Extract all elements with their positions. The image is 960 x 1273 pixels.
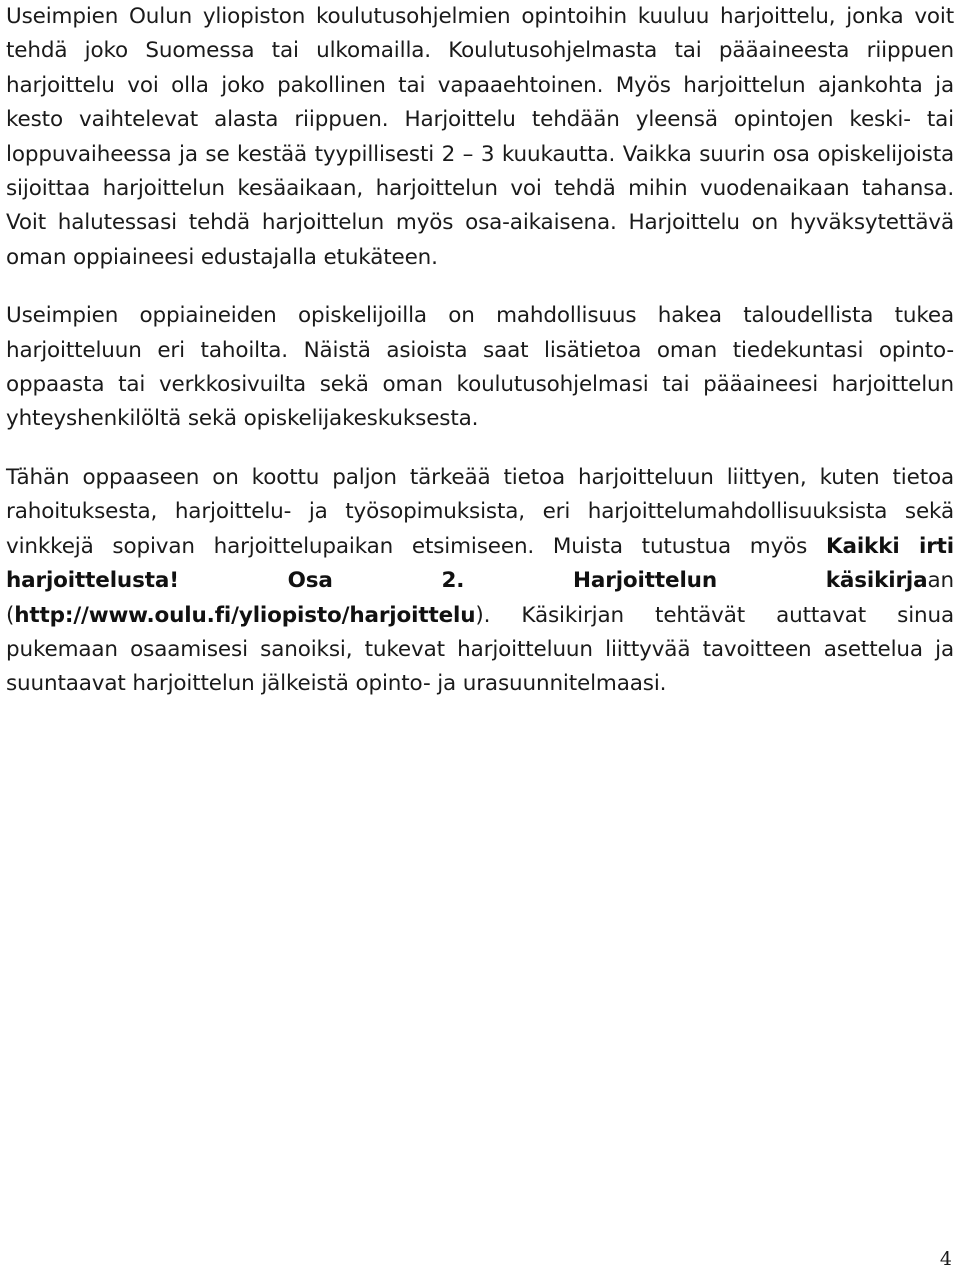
- guide-intro-text: Tähän oppaaseen on koottu paljon tärkeää tietoa harjoitteluun liittyen, kuten tietoa rahoituksesta, harjoittelu- ja työsopimuksista, eri harjoittelumahdollisuuksista sekä vinkkejä sopivan harjoittelupaikan etsimiseen. Muista tutustua myös: [6, 464, 954, 559]
- handbook-url: http://www.oulu.fi/yliopisto/harjoittelu: [14, 602, 476, 628]
- paragraph-internship-overview: Useimpien Oulun yliopiston koulutusohjelmien opintoihin kuuluu harjoittelu, jonka voit tehdä joko Suomessa tai ulkomailla. Koulutusohjelmasta tai pääaineesta riippuen harjoittelu voi olla joko pakollinen tai vapaaehtoinen. Myös harjoittelun ajankohta ja kesto vaihtelevat alasta riippuen. Harjoittelu tehdään yleensä opintojen keski- tai loppuvaiheessa ja se kestää tyypillisesti 2 – 3 kuukautta. Vaikka suurin osa opiskelijoista sijoittaa harjoittelun kesäaikaan, harjoittelun voi tehdä mihin vuodenaikaan tahansa. Voit halutessasi tehdä harjoittelun myös osa-aikaisena. Harjoittelu on hyväksytettävä oman oppiaineesi edustajalla etukäteen.: [6, 4, 954, 270]
- paragraph-financial-support: Useimpien oppiaineiden opiskelijoilla on mahdollisuus hakea taloudellista tukea harjoitteluun eri tahoilta. Näistä asioista saat lisätietoa oman tiedekuntasi opinto-oppaasta tai verkkosivuilta sekä oman koulutusohjelmasi tai pääaineesi harjoittelun yhteyshenkilöltä sekä opiskelijakeskuksesta.: [6, 303, 954, 432]
- document-page: [6, 0, 954, 702]
- handbook-title: Kaikki irti harjoittelusta! Osa 2. Harjoittelun käsikirja: [6, 533, 954, 594]
- handbook-description-text: ). Käsikirjan tehtävät auttavat sinua pukemaan osaamisesi sanoiksi, tukevat harjoitteluun liittyvää tavoitteen asettelua ja suuntaavat harjoittelun jälkeistä opinto- ja urasuunnitelmaasi.: [6, 602, 954, 697]
- paragraph-guide-contents: [6, 461, 954, 702]
- handbook-suffix-text: an (: [6, 568, 954, 628]
- page-number: 4: [939, 1248, 952, 1270]
